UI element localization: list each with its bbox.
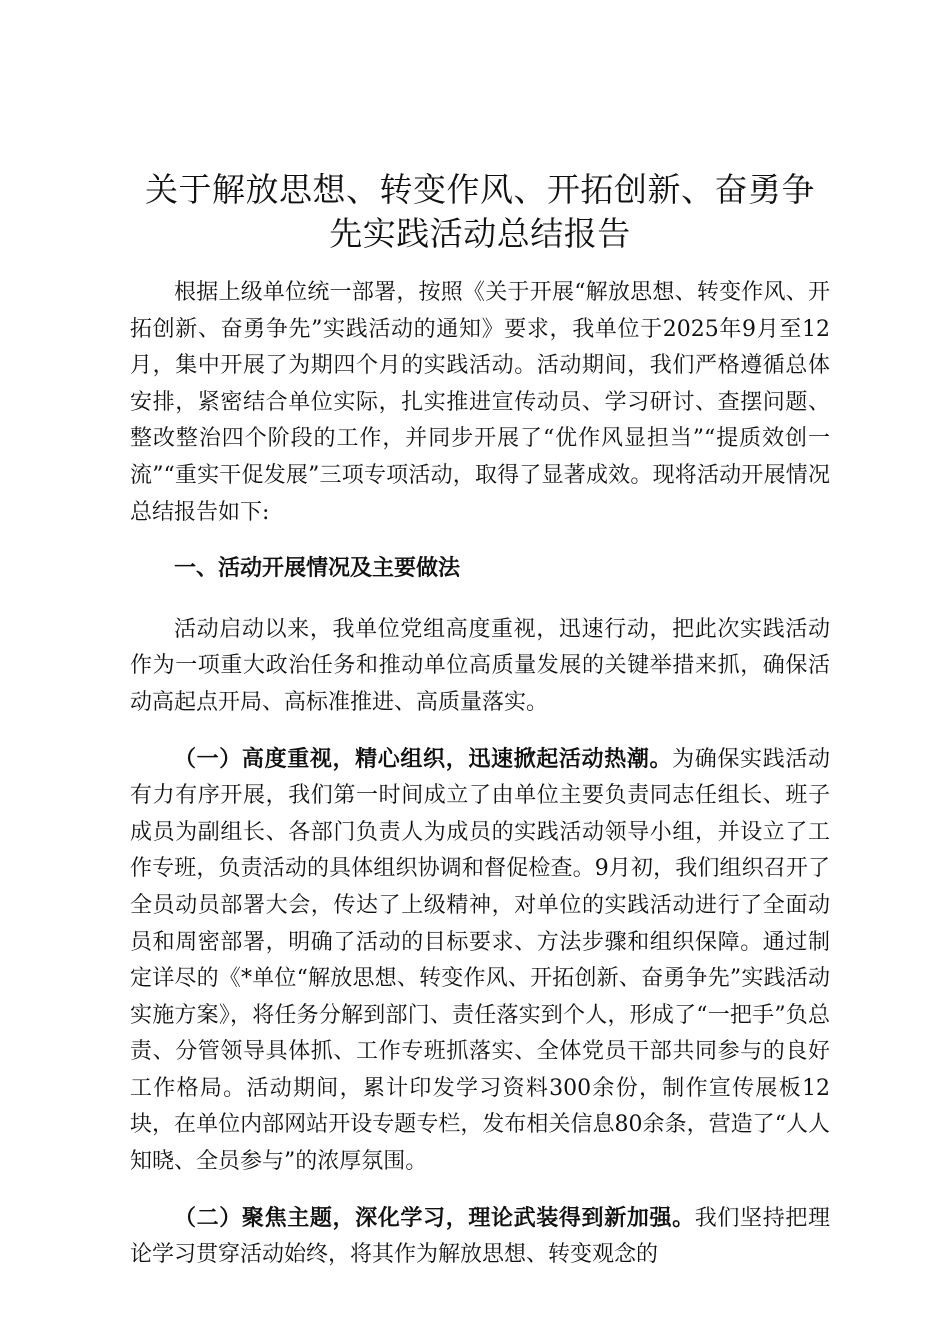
subsection-2-lead: （二）聚焦主题，深化学习，理论武装得到新加强。 <box>174 1205 695 1231</box>
subsection-1-paragraph <box>130 742 830 1181</box>
subsection-2-text: 我们坚持把理论学习贯穿活动始终，将其作为解放思想、转变观念的 <box>130 1205 830 1268</box>
document-body <box>130 275 830 1274</box>
subsection-2-paragraph <box>130 1201 830 1274</box>
section-heading-1: 一、活动开展情况及主要做法 <box>174 556 461 582</box>
title-line-2: 先实践活动总结报告 <box>329 214 631 253</box>
document-title <box>110 168 850 256</box>
intro-paragraph: 根据上级单位统一部署，按照《关于开展“解放思想、转变作风、开拓创新、奋勇争先”实践活动的通知》要求，我单位于2025年9月至12月，集中开展了为期四个月的实践活动。活动期间，我们严格遵循总体安排，紧密结合单位实际，扎实推进宣传动员、学习研讨、查摆问题、整改整治四个阶段的工作，并同步开展了“优作风显担当”“提质效创一流”“重实干促发展”三项专项活动，取得了显著成效。现将活动开展情况总结报告如下: <box>130 280 830 525</box>
subsection-1-text: 为确保实践活动有力有序开展，我们第一时间成立了由单位主要负责同志任组长、班子成员为副组长、各部门负责人为成员的实践活动领导小组，并设立了工作专班，负责活动的具体组织协调和督促检查。9月初，我们组织召开了全员动员部署大会，传达了上级精神，对单位的实践活动进行了全面动员和周密部署，明确了活动的目标要求、方法步骤和组织保障。通过制定详尽的《*单位“解放思想、转变作风、开拓创新、奋勇争先”实践活动实施方案》，将任务分解到部门、责任落实到个人，形成了“一把手”负总责、分管领导具体抓、工作专班抓落实、全体党员干部共同参与的良好工作格局。活动期间，累计印发学习资料300余份，制作宣传展板12块，在单位内部网站开设专题专栏，发布相关信息80余条，营造了“人人知晓、全员参与”的浓厚氛围。 <box>130 746 830 1175</box>
subsection-1-lead: （一）高度重视，精心组织，迅速掀起活动热潮。 <box>174 746 673 772</box>
section-1-intro-paragraph: 活动启动以来，我单位党组高度重视，迅速行动，把此次实践活动作为一项重大政治任务和推动单位高质量发展的关键举措来抓，确保活动高起点开局、高标准推进、高质量落实。 <box>130 616 830 715</box>
title-line-1: 关于解放思想、转变作风、开拓创新、奋勇争 <box>145 170 815 209</box>
